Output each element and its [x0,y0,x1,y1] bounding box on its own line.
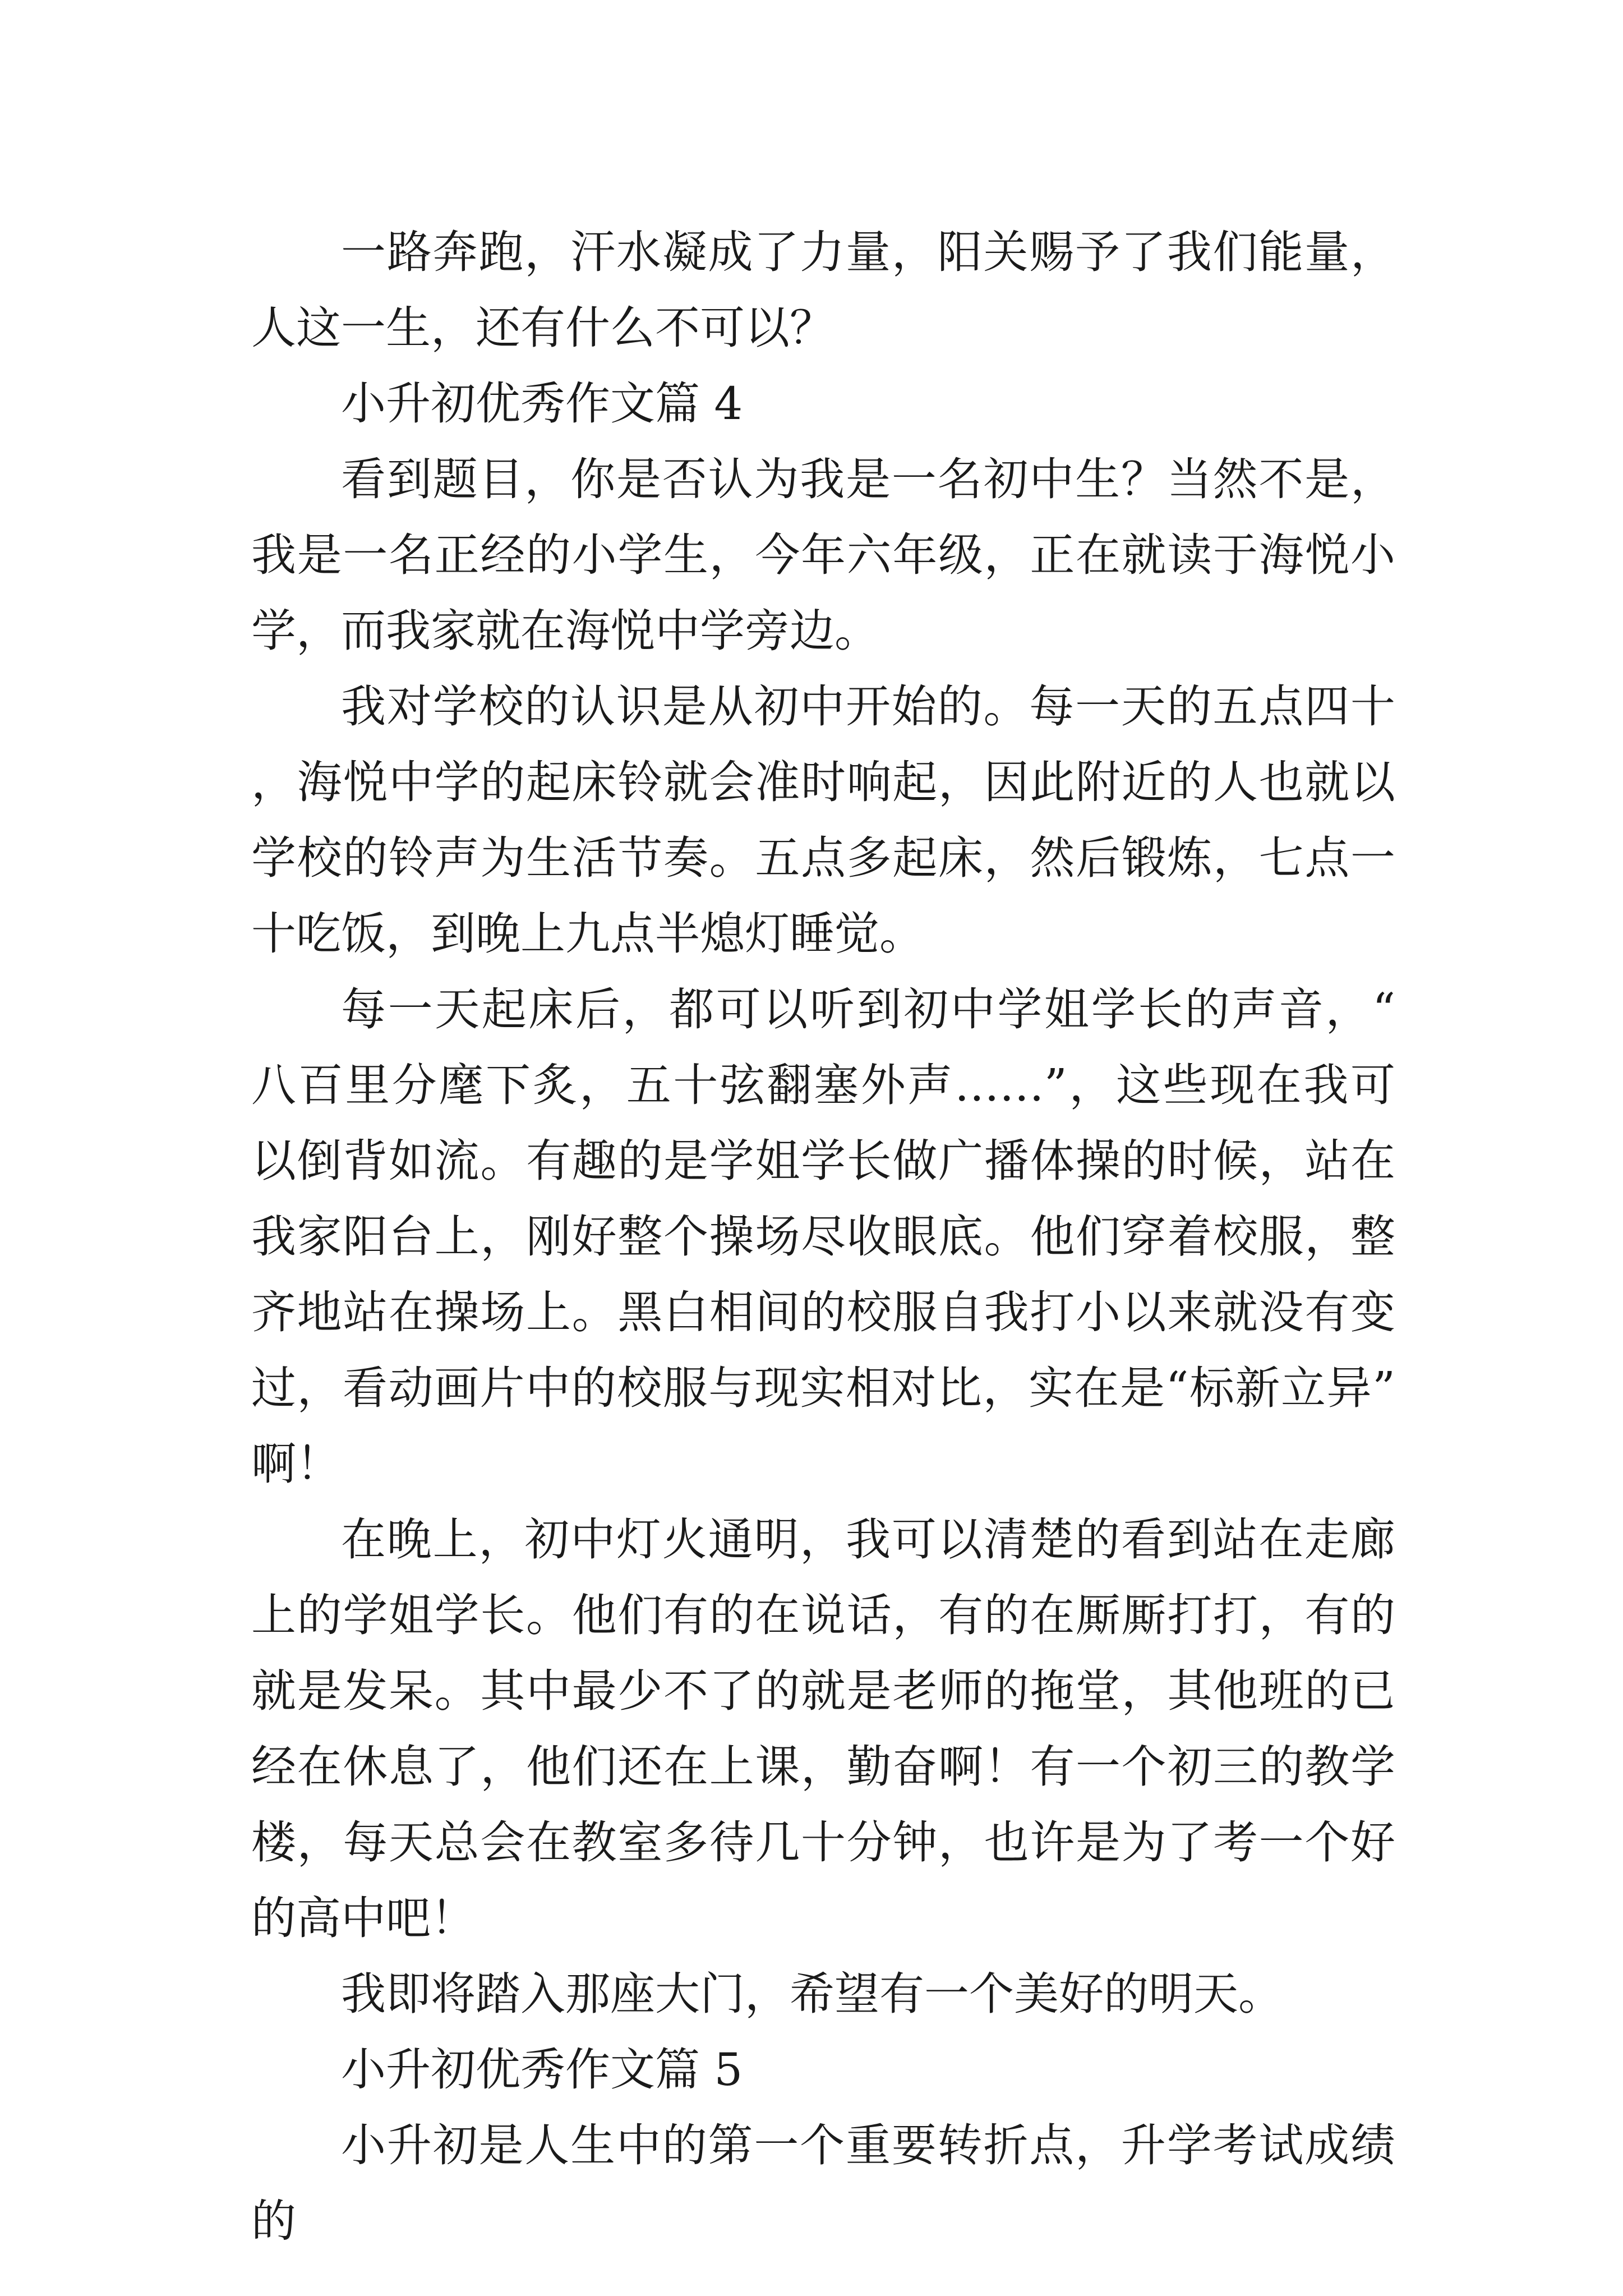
paragraph: 每一天起床后，都可以听到初中学姐学长的声音，“八百里分麾下炙，五十弦翻塞外声……”，这些现在我可以倒背如流。有趣的是学姐学长做广播体操的时候，站在我家阳台上，刚好整个操场尽收眼底。他们穿着校服，整齐地站在操场上。黑白相间的校服自我打小以来就没有变过，看动画片中的校服与现实相对比，实在是“标新立异”啊！ [251,983,1395,1490]
section-heading: 小升初优秀作文篇 5 [341,2044,743,2096]
paragraph: 我即将踏入那座大门，希望有一个美好的明天。 [341,1968,1283,2020]
paragraph: 我对学校的认识是从初中开始的。每一天的五点四十，海悦中学的起床铃就会准时响起，因此附近的人也就以学校的铃声为生活节奏。五点多起床，然后锻炼，七点一十吃饭，到晚上九点半熄灯睡觉。 [251,680,1395,960]
section-heading: 小升初优秀作文篇 4 [341,378,743,430]
paragraph: 看到题目，你是否认为我是一名初中生？当然不是，我是一名正经的小学生，今年六年级，正在就读于海悦小学，而我家就在海悦中学旁边。 [251,453,1395,657]
document-body [251,214,1395,2259]
paragraph: 一路奔跑，汗水凝成了力量，阳关赐予了我们能量，人这一生，还有什么不可以？ [251,226,1395,354]
paragraph: 在晚上，初中灯火通明，我可以清楚的看到站在走廊上的学姐学长。他们有的在说话，有的在厮厮打打，有的就是发呆。其中最少不了的就是老师的拖堂，其他班的已经在休息了，他们还在上课，勤奋啊！有一个初三的教学楼，每天总会在教室多待几十分钟，也许是为了考一个好的高中吧！ [251,1513,1395,1944]
paragraph: 小升初是人生中的第一个重要转折点，升学考试成绩的 [251,2119,1395,2247]
